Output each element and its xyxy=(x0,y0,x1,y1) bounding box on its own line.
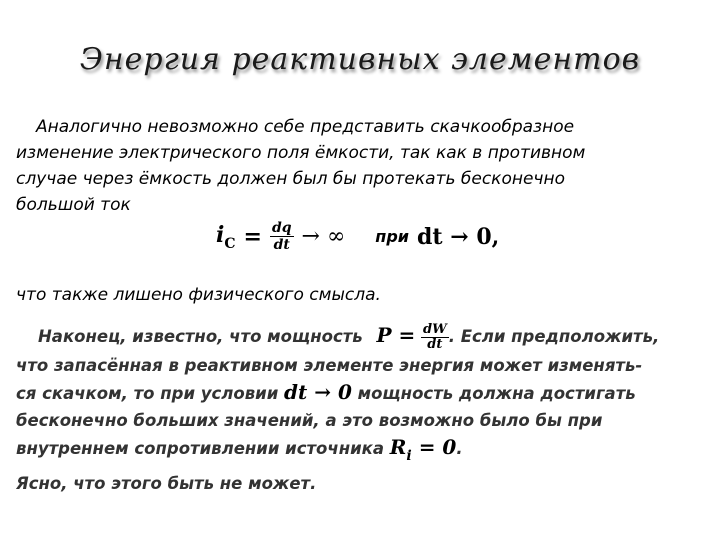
formula-condition: dt → 0, xyxy=(417,223,500,250)
slide-title: Энергия реактивных элементов xyxy=(79,42,641,77)
formula-lhs: $i_C$ xyxy=(216,221,236,252)
paragraph-capacitance xyxy=(16,114,706,218)
text-line: Ясно, что этого быть не может. xyxy=(16,474,317,493)
text-line: Аналогично невозможно себе представить скачкообразное xyxy=(36,117,575,137)
formula-equals: = xyxy=(243,223,262,250)
paragraph-power xyxy=(16,322,706,497)
text-line: большой ток xyxy=(16,195,131,215)
text-line: внутреннем сопротивлении источника $R_i = 0$. xyxy=(16,435,463,464)
text-line: Наконец, известно, что мощность P = $\frac{dW}{dt}$ . Если предположить, xyxy=(38,322,660,352)
formula-fraction: $\frac{dq}{dt}$ xyxy=(271,220,292,253)
text-line: случае через ёмкость должен был бы протекать бесконечно xyxy=(16,169,565,189)
power-fraction: $\frac{dW}{dt}$ xyxy=(423,322,447,352)
text-line: бесконечно больших значений, а это возможно было бы при xyxy=(16,411,603,430)
text-line: изменение электрического поля ёмкости, так как в противном xyxy=(16,143,586,163)
paragraph-meaning: что также лишено физического смысла. xyxy=(16,285,381,305)
text-line: ся скачком, то при условии dt → 0 мощность должна достигать xyxy=(16,380,636,404)
text-line: что запасённая в реактивном элементе энергия может изменять- xyxy=(16,356,643,375)
formula-arrow: → ∞ xyxy=(301,224,346,249)
formula-condition-word: при xyxy=(375,227,410,246)
current-formula xyxy=(216,220,499,253)
